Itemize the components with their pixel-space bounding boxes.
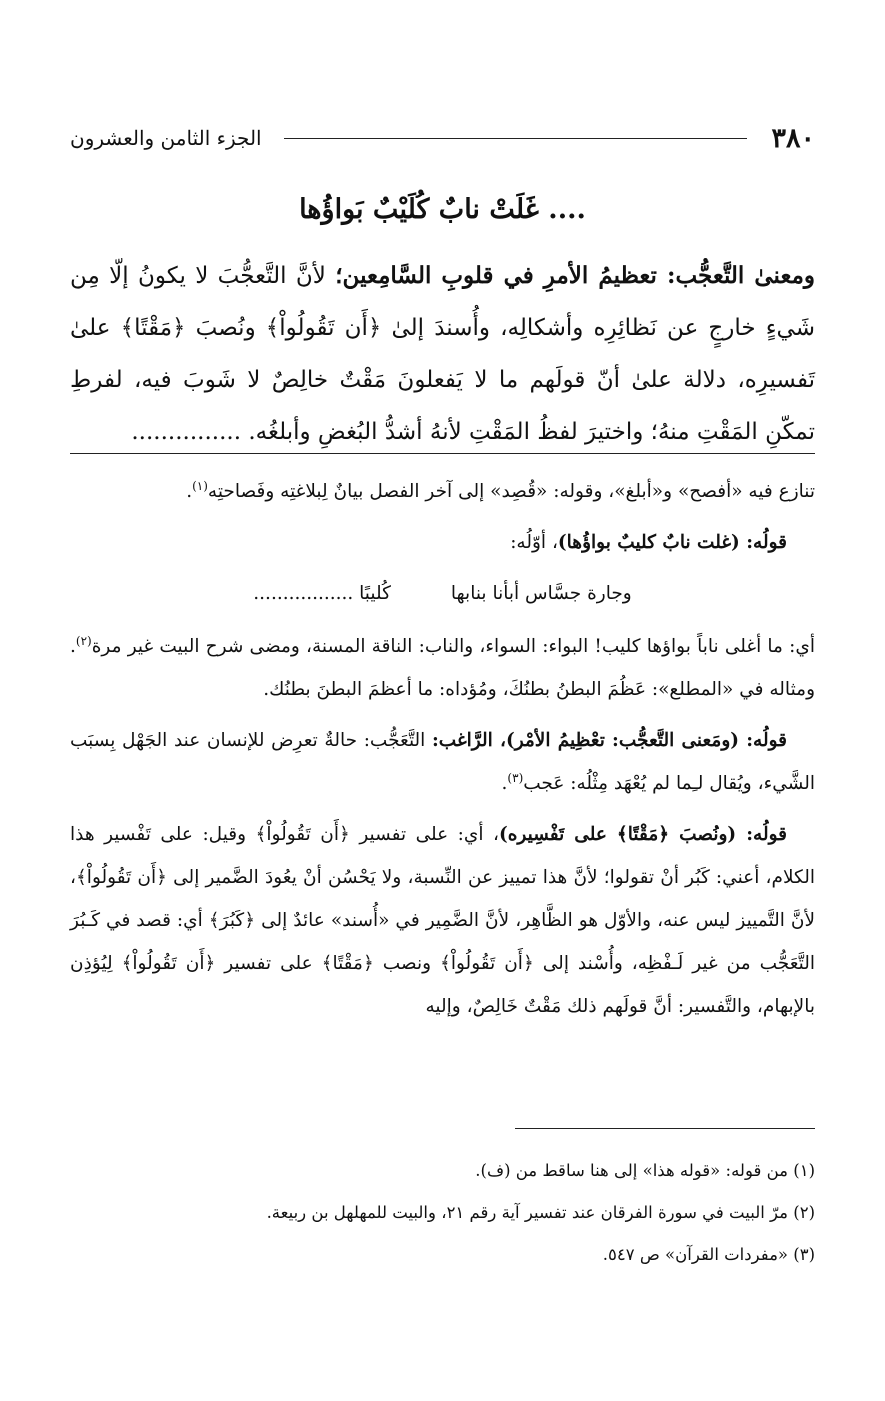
commentary-text: تنازع فيه «أفصح» و«أبلغ»، وقوله: «قُصِد» إلى آخر الفصل بيانٌ لِبلاغتِه وفَصاحتِه [207, 481, 815, 502]
main-text [70, 188, 815, 458]
commentary-text-end: . ومثاله في «المطلع»: عَظُمَ البطنُ بطنُكَ، ومُؤداه: ما أعظمَ البطنَ بطنُك. [70, 636, 815, 700]
footnotes [70, 1150, 815, 1276]
commentary-paragraph-2 [70, 521, 815, 564]
page-number: ٣٨٠ [771, 122, 815, 154]
main-paragraph-rest: لأنَّ التَّعجُّبَ لا يكونُ إلّا مِن شَيءٍ خارجٍ عن نَظائِرِه وأشكالِه، وأُسندَ إلىٰ ﴿أَن تَقُولُواْ﴾ ونُصبَ ﴿مَقْتًا﴾ علىٰ تَفسيرِه، دلالة علىٰ أنّ قولَهم ما لا يَفعلونَ مَقْتٌ خالِصٌ لا شَوبَ فيه، لفرطِ تمكّنِ المَقْتِ منهُ؛ واختيرَ لفظُ المَقْتِ لأنهُ أشدُّ البُغضِ وأبلغُه. ............... [70, 263, 815, 445]
commentary-paragraph-4 [70, 719, 815, 805]
poem-verse [70, 572, 815, 615]
commentary-keyword: قولُه: (ونُصبَ ﴿مَقْتًا﴾ على تَفْسِيره) [498, 824, 787, 845]
commentary [70, 470, 815, 1036]
footnote-marker-1: (١) [192, 478, 208, 493]
commentary-keyword: قولُه: (ومَعنى التَّعجُّب: تعْظِيمُ الأمْر)، الرَّاغب: [431, 730, 787, 751]
poem-hemistich-first: وجارة جسَّاس أبأنا بنابها [450, 583, 632, 604]
running-head: الجزء الثامن والعشرون [70, 126, 262, 150]
commentary-text: التَّعَجُّب: حالةٌ تعرِض للإنسان عند الجَهْل بِسبَب الشَّيء، ويُقال لـِما لم يُعْهَد مِثْلُه: عَجب [70, 730, 815, 794]
commentary-text-end: . [186, 481, 193, 502]
commentary-keyword: قولُه: (غلت نابٌ كليبٌ بواؤُها) [557, 532, 787, 553]
footnote-divider [515, 1128, 815, 1129]
main-paragraph [70, 250, 815, 458]
footnote-2: (٢) مرّ البيت في سورة الفرقان عند تفسير آية رقم ٢١، والبيت للمهلهل بن ربيعة. [266, 1203, 815, 1222]
header-rule [284, 138, 748, 139]
commentary-paragraph-3 [70, 625, 815, 711]
main-divider [70, 453, 815, 454]
commentary-paragraph-5 [70, 813, 815, 1028]
poem-hemistich-second: كُليبًا ................. [253, 583, 391, 604]
verse-title: .... غَلَتْ نابٌ كُلَيْبٌ بَواؤُها [299, 194, 586, 225]
commentary-paragraph-1 [70, 470, 815, 513]
footnote-marker-3: (٣) [507, 770, 524, 785]
commentary-text: أي: ما أغلى ناباً بواؤها كليب! البواء: السواء، والناب: الناقة المسنة، ومضى شرح البيت غير مرة [91, 636, 815, 657]
commentary-text: ، أي: على تفسير ﴿أَن تَقُولُواْ﴾ وقيل: على تَفْسير هذا الكلام، أعني: كَبُر أنْ تقولوا؛ لأنَّ هذا تمييز عن النِّسبة، ولا يَحْسُن أنْ يعُودَ الضَّمير إلى ﴿أَن تَقُولُواْ﴾، لأنَّ التَّمييز ليس عنه، والأوّل هو الظَّاهِر، لأنَّ الضَّمِير في «أُسند» عائدٌ إلى ﴿كَبُرَ﴾ أي: قصد في كَـبُرَ التَّعَجُّب من غير لَـفْظِه، وأُسْند إلى ﴿أَن تَقُولُواْ﴾ ونصب ﴿مَقْتًا﴾ على تفسير ﴿أَن تَقُولُواْ﴾ لِيُؤذِن بالإبهام، والتَّفسير: أنَّ قولَهم ذلك مَقْتٌ خَالِصٌ، وإليه [70, 824, 815, 1017]
footnote-1: (١) من قوله: «قوله هذا» إلى هنا ساقط من (ف). [475, 1161, 815, 1180]
page-header [70, 118, 815, 158]
footnote-3: (٣) «مفردات القرآن» ص ٥٤٧. [602, 1245, 815, 1264]
commentary-text-end: . [501, 773, 508, 794]
main-paragraph-lead: ومعنىٰ التَّعجُّب: تعظيمُ الأمرِ في قلوبِ السَّامِعين؛ [335, 262, 815, 289]
commentary-text: ، أوّلُه: [510, 532, 558, 553]
footnote-marker-2: (٢) [75, 633, 92, 648]
